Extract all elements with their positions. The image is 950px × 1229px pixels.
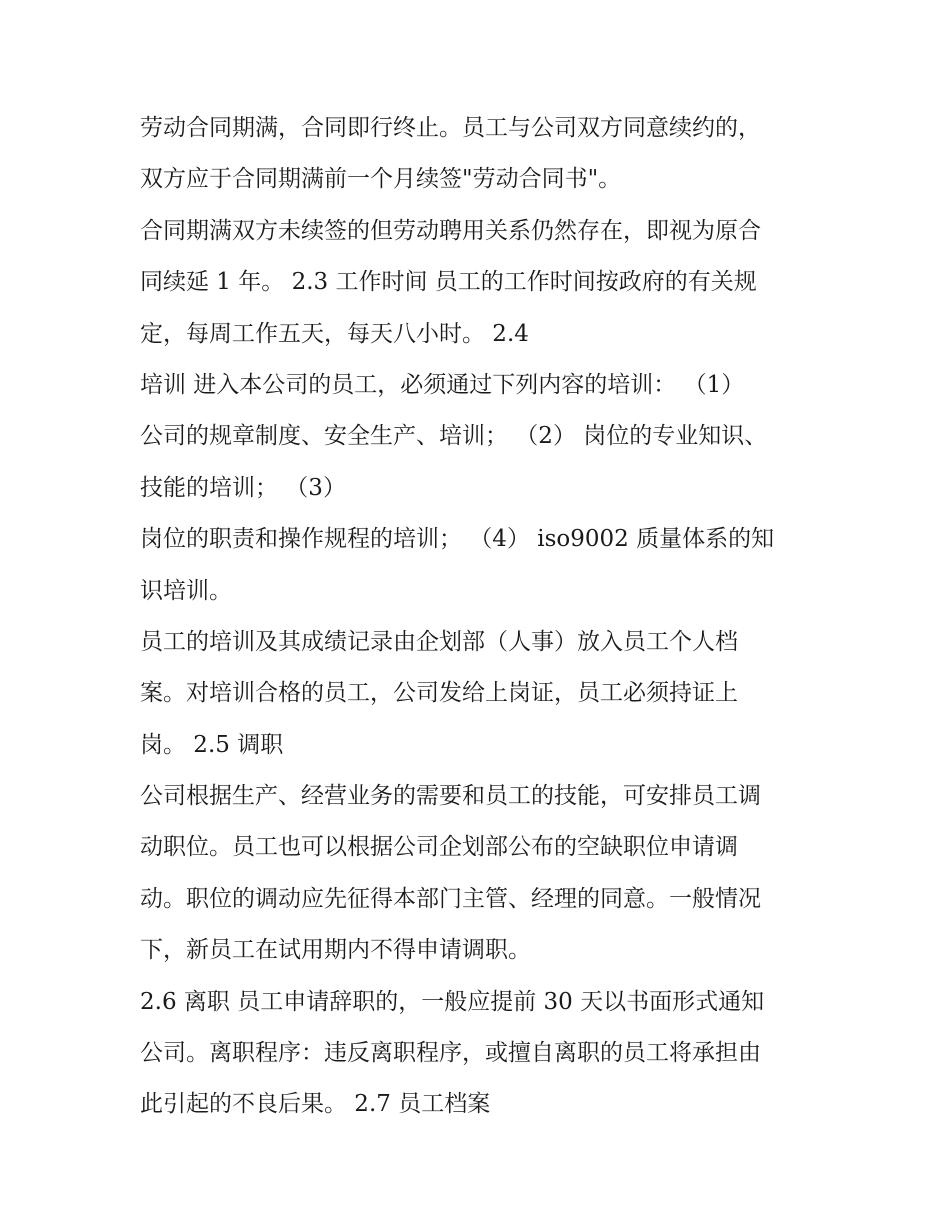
text-line: 公司。离职程序：违反离职程序，或擅自离职的员工将承担由: [140, 1040, 761, 1067]
text-line: 员工的培训及其成绩记录由企划部（人事）放入员工个人档: [140, 628, 738, 655]
text-line: 双方应于合同期满前一个月续签"劳动合同书"。: [140, 166, 622, 193]
text-line: 动职位。员工也可以根据公司企划部公布的空缺职位申请调: [140, 834, 738, 861]
text-line: 岗位的职责和操作规程的培训； （4） iso9002 质量体系的知: [140, 526, 775, 553]
document-body: [140, 103, 840, 1131]
text-line: 案。对培训合格的员工，公司发给上岗证，员工必须持证上: [140, 680, 738, 707]
text-line: 公司的规章制度、安全生产、培训； （2） 岗位的专业知识、: [140, 423, 768, 450]
text-line: 2.6 离职 员工申请辞职的，一般应提前 30 天以书面形式通知: [140, 988, 765, 1015]
text-line: 培训 进入本公司的员工，必须通过下列内容的培训： （1）: [140, 371, 745, 398]
text-line: 岗。 2.5 调职: [140, 731, 284, 758]
text-line: 同续延 1 年。 2.3 工作时间 员工的工作时间按政府的有关规: [140, 269, 757, 296]
text-line: 动。职位的调动应先征得本部门主管、经理的同意。一般情况: [140, 885, 761, 912]
text-line: 此引起的不良后果。 2.7 员工档案: [140, 1091, 491, 1118]
text-line: 公司根据生产、经营业务的需要和员工的技能，可安排员工调: [140, 783, 761, 810]
text-line: 劳动合同期满，合同即行终止。员工与公司双方同意续约的，: [140, 115, 761, 141]
text-line: 下，新员工在试用期内不得申请调职。: [140, 937, 531, 964]
text-line: 识培训。: [140, 577, 232, 604]
text-line: 合同期满双方未续签的但劳动聘用关系仍然存在，即视为原合: [140, 217, 761, 244]
text-line: 技能的培训； （3）: [140, 474, 346, 501]
text-line: 定，每周工作五天，每天八小时。 2.4: [140, 320, 529, 347]
